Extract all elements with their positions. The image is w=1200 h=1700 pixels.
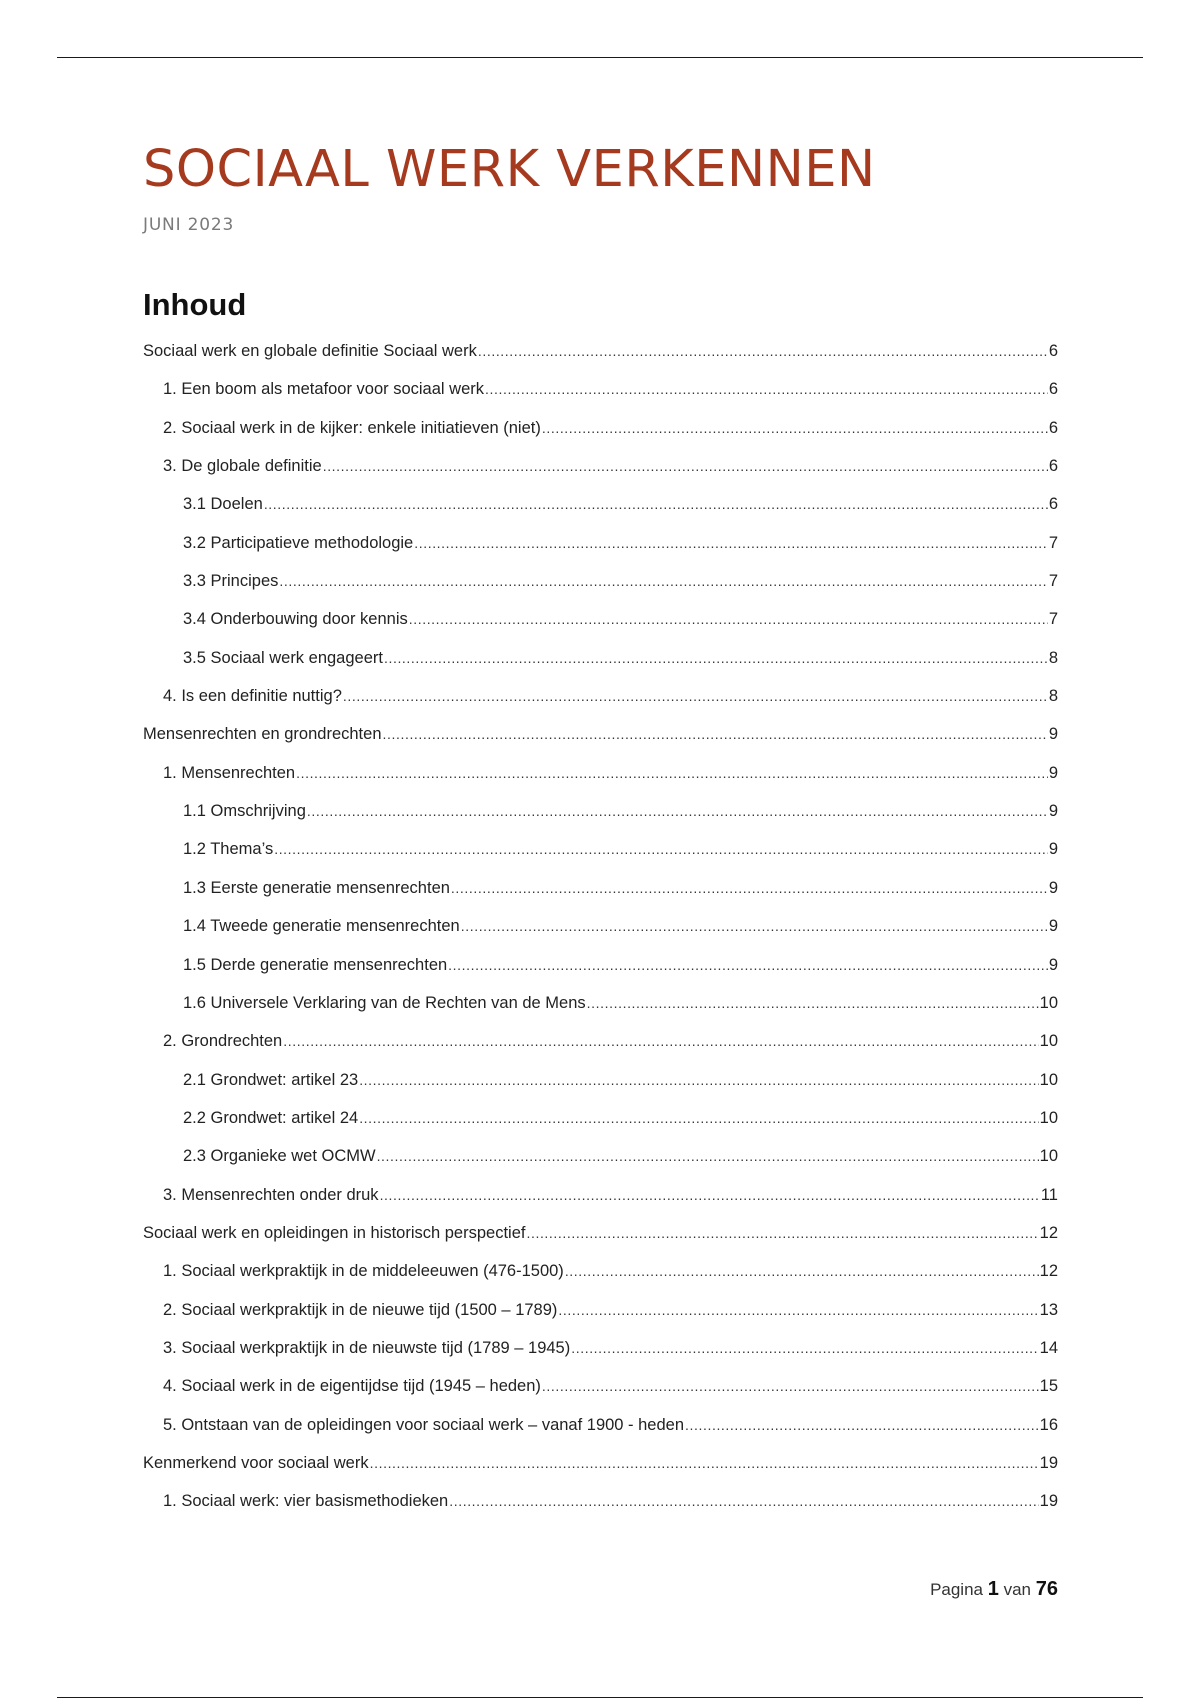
toc-entry-page-number: 7 <box>1048 610 1058 629</box>
toc-entry[interactable] <box>143 649 1058 687</box>
document-title: SOCIAAL WERK VERKENNEN <box>143 140 876 199</box>
document-date: JUNI 2023 <box>143 215 235 235</box>
toc-entry[interactable] <box>143 764 1058 802</box>
toc-entry-page-number: 6 <box>1048 342 1058 360</box>
bottom-rule <box>57 1697 1143 1698</box>
toc-entry-page-number: 11 <box>1040 1185 1058 1204</box>
toc-entry-title: 3.3 Principes <box>183 572 279 591</box>
toc-entry-title: 2. Grondrechten <box>163 1032 283 1051</box>
toc-entry[interactable] <box>143 1377 1058 1415</box>
footer-total-pages: 76 <box>1035 1578 1058 1600</box>
page-footer <box>930 1578 1058 1601</box>
toc-entry-title: 3. Sociaal werkpraktijk in de nieuwste tijd (1789 – 1945) <box>163 1338 571 1357</box>
toc-entry-title: 5. Ontstaan van de opleidingen voor sociaal werk – vanaf 1900 - heden <box>163 1415 685 1434</box>
toc-entry-page-number: 12 <box>1039 1262 1058 1281</box>
toc-dot-leader <box>359 1072 1038 1088</box>
toc-entry-title: 3. De globale definitie <box>163 457 322 476</box>
toc-entry-title: 1.2 Thema’s <box>183 840 274 859</box>
toc-entry[interactable] <box>143 534 1058 572</box>
toc-entry[interactable] <box>143 572 1058 610</box>
toc-entry-page-number: 7 <box>1048 533 1058 552</box>
toc-entry-title: Kenmerkend voor sociaal werk <box>143 1453 369 1472</box>
footer-of-label: van <box>1003 1580 1032 1599</box>
toc-dot-leader <box>323 458 1048 474</box>
toc-entry-page-number: 9 <box>1048 878 1058 897</box>
toc-entry-page-number: 16 <box>1039 1415 1058 1434</box>
toc-entry-title: 1.6 Universele Verklaring van de Rechten van de Mens <box>183 993 586 1012</box>
toc-entry-title: 1. Mensenrechten <box>163 763 296 782</box>
toc-entry[interactable] <box>143 840 1058 878</box>
toc-dot-leader <box>558 1302 1038 1318</box>
toc-entry[interactable] <box>143 1416 1058 1454</box>
toc-dot-leader <box>359 1110 1038 1126</box>
toc-dot-leader <box>449 1493 1038 1509</box>
toc-entry-page-number: 6 <box>1048 495 1058 514</box>
footer-current-page: 1 <box>987 1578 999 1600</box>
toc-entry-page-number: 9 <box>1048 840 1058 859</box>
toc-entry-title: 1. Sociaal werkpraktijk in de middeleeuwen (476-1500) <box>163 1262 564 1281</box>
toc-entry[interactable] <box>143 1339 1058 1377</box>
document-page <box>143 0 1058 1700</box>
toc-entry[interactable] <box>143 879 1058 917</box>
toc-entry-page-number: 14 <box>1039 1338 1058 1357</box>
toc-entry[interactable] <box>143 1032 1058 1070</box>
toc-dot-leader <box>485 381 1048 397</box>
toc-entry-title: 3. Mensenrechten onder druk <box>163 1185 379 1204</box>
toc-entry-title: 1.3 Eerste generatie mensenrechten <box>183 878 450 897</box>
toc-entry-page-number: 13 <box>1039 1300 1058 1319</box>
toc-entry[interactable] <box>143 1186 1058 1224</box>
toc-entry-title: 1.4 Tweede generatie mensenrechten <box>183 917 460 936</box>
toc-entry-page-number: 9 <box>1048 763 1058 782</box>
toc-entry-page-number: 9 <box>1048 955 1058 974</box>
toc-dot-leader <box>542 420 1048 436</box>
toc-entry-title: 4. Sociaal werk in de eigentijdse tijd (1945 – heden) <box>163 1377 541 1396</box>
toc-entry[interactable] <box>143 994 1058 1032</box>
toc-dot-leader <box>571 1340 1038 1356</box>
toc-entry[interactable] <box>143 457 1058 495</box>
toc-entry[interactable] <box>143 380 1058 418</box>
toc-dot-leader <box>414 535 1048 551</box>
toc-dot-leader <box>542 1378 1039 1394</box>
toc-entry-page-number: 19 <box>1039 1492 1058 1511</box>
toc-dot-leader <box>283 1033 1038 1049</box>
toc-entry-page-number: 10 <box>1039 1070 1058 1089</box>
toc-entry-title: 3.1 Doelen <box>183 495 263 514</box>
toc-dot-leader <box>448 957 1048 973</box>
toc-entry-page-number: 6 <box>1048 418 1058 437</box>
toc-dot-leader <box>685 1417 1039 1433</box>
toc-entry-page-number: 8 <box>1048 687 1058 706</box>
toc-entry[interactable] <box>143 610 1058 648</box>
toc-entry[interactable] <box>143 725 1058 763</box>
toc-dot-leader <box>307 803 1048 819</box>
toc-dot-leader <box>565 1263 1039 1279</box>
toc-dot-leader <box>264 496 1048 512</box>
toc-entry[interactable] <box>143 1301 1058 1339</box>
toc-dot-leader <box>383 726 1048 742</box>
toc-entry-title: 1. Een boom als metafoor voor sociaal werk <box>163 380 484 399</box>
toc-entry[interactable] <box>143 1454 1058 1492</box>
toc-entry-title: 2.3 Organieke wet OCMW <box>183 1147 376 1166</box>
toc-entry[interactable] <box>143 917 1058 955</box>
toc-entry-page-number: 10 <box>1039 993 1058 1012</box>
toc-dot-leader <box>478 343 1048 359</box>
toc-entry-page-number: 9 <box>1048 802 1058 821</box>
toc-entry[interactable] <box>143 419 1058 457</box>
toc-entry-page-number: 10 <box>1039 1147 1058 1166</box>
toc-entry[interactable] <box>143 1071 1058 1109</box>
toc-entry-page-number: 15 <box>1039 1377 1058 1396</box>
toc-dot-leader <box>451 880 1048 896</box>
toc-entry[interactable] <box>143 802 1058 840</box>
toc-entry[interactable] <box>143 1224 1058 1262</box>
toc-entry[interactable] <box>143 342 1058 380</box>
toc-entry-page-number: 10 <box>1039 1032 1058 1051</box>
toc-entry[interactable] <box>143 1147 1058 1185</box>
toc-entry-title: Sociaal werk en opleidingen in historisch perspectief <box>143 1223 526 1242</box>
toc-entry-page-number: 6 <box>1048 457 1058 476</box>
toc-entry[interactable] <box>143 1492 1058 1530</box>
toc-dot-leader <box>370 1455 1039 1471</box>
toc-entry-title: 4. Is een definitie nuttig? <box>163 687 342 706</box>
toc-entry-title: 3.2 Participatieve methodologie <box>183 533 414 552</box>
toc-entry-page-number: 10 <box>1039 1108 1058 1127</box>
toc-dot-leader <box>274 841 1048 857</box>
toc-entry-page-number: 6 <box>1048 380 1058 399</box>
table-of-contents <box>143 342 1058 1531</box>
toc-dot-leader <box>409 611 1048 627</box>
toc-entry-title: 2.2 Grondwet: artikel 24 <box>183 1108 359 1127</box>
toc-dot-leader <box>380 1187 1040 1203</box>
toc-entry-title: 3.5 Sociaal werk engageert <box>183 648 383 667</box>
toc-entry[interactable] <box>143 495 1058 533</box>
toc-entry-title: 2. Sociaal werk in de kijker: enkele initiatieven (niet) <box>163 418 541 437</box>
toc-dot-leader <box>526 1225 1038 1241</box>
toc-entry-title: 1.5 Derde generatie mensenrechten <box>183 955 448 974</box>
toc-entry-title: 2.1 Grondwet: artikel 23 <box>183 1070 359 1089</box>
toc-entry[interactable] <box>143 687 1058 725</box>
toc-dot-leader <box>377 1148 1039 1164</box>
toc-entry[interactable] <box>143 1109 1058 1147</box>
toc-dot-leader <box>279 573 1047 589</box>
toc-dot-leader <box>296 765 1048 781</box>
toc-entry-page-number: 7 <box>1048 572 1058 591</box>
toc-entry-title: 1. Sociaal werk: vier basismethodieken <box>163 1492 449 1511</box>
toc-entry-title: 3.4 Onderbouwing door kennis <box>183 610 408 629</box>
toc-heading: Inhoud <box>143 287 247 322</box>
toc-dot-leader <box>343 688 1048 704</box>
footer-page-label: Pagina <box>930 1580 983 1599</box>
toc-dot-leader <box>384 650 1048 666</box>
toc-dot-leader <box>461 918 1048 934</box>
toc-entry-page-number: 19 <box>1039 1453 1058 1472</box>
toc-entry-title: 2. Sociaal werkpraktijk in de nieuwe tijd (1500 – 1789) <box>163 1300 558 1319</box>
toc-entry-page-number: 9 <box>1048 725 1058 744</box>
toc-entry-title: 1.1 Omschrijving <box>183 802 306 821</box>
toc-entry-title: Mensenrechten en grondrechten <box>143 725 382 744</box>
toc-dot-leader <box>587 995 1039 1011</box>
toc-entry[interactable] <box>143 956 1058 994</box>
toc-entry-page-number: 12 <box>1039 1223 1058 1242</box>
toc-entry-title: Sociaal werk en globale definitie Sociaal werk <box>143 342 477 360</box>
toc-entry-page-number: 9 <box>1048 917 1058 936</box>
toc-entry[interactable] <box>143 1262 1058 1300</box>
toc-entry-page-number: 8 <box>1048 648 1058 667</box>
